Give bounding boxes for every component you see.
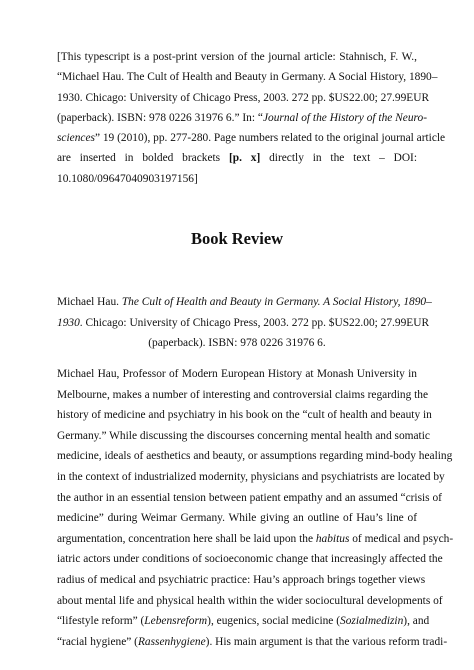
review-body [57, 364, 454, 652]
citation-book-title-end: 1930 [57, 316, 80, 329]
citation-author: Michael Hau. [57, 296, 122, 308]
citation-publisher: . Chicago: University of Chicago Press, 2003. 272 pp. $US22.00; 27.99EUR [79, 316, 430, 329]
body-text: “racial hygiene” ( [57, 635, 138, 648]
body-text: “lifestyle reform” ( [57, 615, 145, 628]
editorial-note [57, 47, 446, 189]
body-text: ), eugenics, social medicine ( [207, 615, 340, 628]
body-text: argumentation, concentration here shall be laid upon the [57, 532, 316, 545]
body-text: ), and [403, 615, 430, 628]
citation-line [57, 292, 432, 313]
body-text: ). His main argument is that the various reform tradi- [205, 635, 448, 648]
body-line: about mental life and physical health within the wider sociocultural developments of [57, 594, 443, 607]
citation-line [57, 313, 430, 334]
body-line [57, 632, 448, 653]
note-line [57, 108, 428, 128]
body-line [57, 529, 454, 550]
body-italic: Sozialmedizin [340, 615, 404, 628]
note-text: directly in the text – DOI: [260, 152, 418, 165]
body-line: medicine, ideals of aesthetics and beauty, or assumptions regarding mind-body healing [57, 450, 453, 463]
body-line: history of medicine and psychiatry in his book on the “cult of health and beauty in [57, 409, 432, 422]
journal-title: Journal of the History of the Neuro- [262, 111, 428, 124]
book-citation [57, 292, 432, 354]
body-line: the author in an essential tension between patient empathy and an assumed “crisis of [57, 491, 442, 504]
body-italic: habitus [315, 532, 350, 545]
body-line: Michael Hau, Professor of Modern European History at Monash University in [57, 368, 417, 380]
note-line: 1930. Chicago: University of Chicago Press, 2003. 272 pp. $US22.00; 27.99EUR [57, 91, 430, 104]
body-italic: Rassenhygiene [137, 635, 206, 648]
body-line: medicine” during Weimar Germany. While giving an outline of Hau’s line of [57, 512, 417, 525]
body-italic: Lebensreform [144, 615, 208, 628]
body-line [57, 611, 430, 632]
bold-bracket: [p. x] [228, 152, 261, 165]
note-line: 10.1080/09647040903197156] [57, 172, 198, 185]
body-line: in the context of industrialized modernity, physicians and psychiatrists are located by [57, 470, 445, 483]
body-line: radius of medical and psychiatric practice: Hau’s approach brings together views [57, 573, 426, 586]
body-line: iatric actors under conditions of socioeconomic change that increasingly affected the [57, 553, 443, 566]
citation-line: (paperback). ISBN: 978 0226 31976 6. [148, 337, 326, 349]
note-text: are inserted in bolded brackets [57, 152, 229, 165]
body-line: Melbourne, makes a number of interesting and controversial claims regarding the [57, 388, 429, 401]
note-text: ” 19 (2010), pp. 277-280. Page numbers related to the original journal article [94, 132, 446, 145]
page-title: Book Review [190, 229, 284, 248]
note-text: (paperback). ISBN: 978 0226 31976 6.” In: “ [57, 111, 263, 124]
note-line: [This typescript is a post-print version of the journal article: Stahnisch, F. W., [57, 51, 417, 63]
body-line: Germany.” While discussing the discourses concerning mental health and somatic [57, 429, 430, 442]
journal-title-end: sciences [57, 132, 95, 145]
citation-book-title: The Cult of Health and Beauty in Germany. A Social History, 1890– [121, 296, 432, 308]
note-line [57, 148, 417, 168]
note-line: “Michael Hau. The Cult of Health and Beauty in Germany. A Social History, 1890– [57, 71, 438, 84]
body-text: of medical and psych- [349, 532, 454, 545]
note-line [57, 128, 446, 148]
